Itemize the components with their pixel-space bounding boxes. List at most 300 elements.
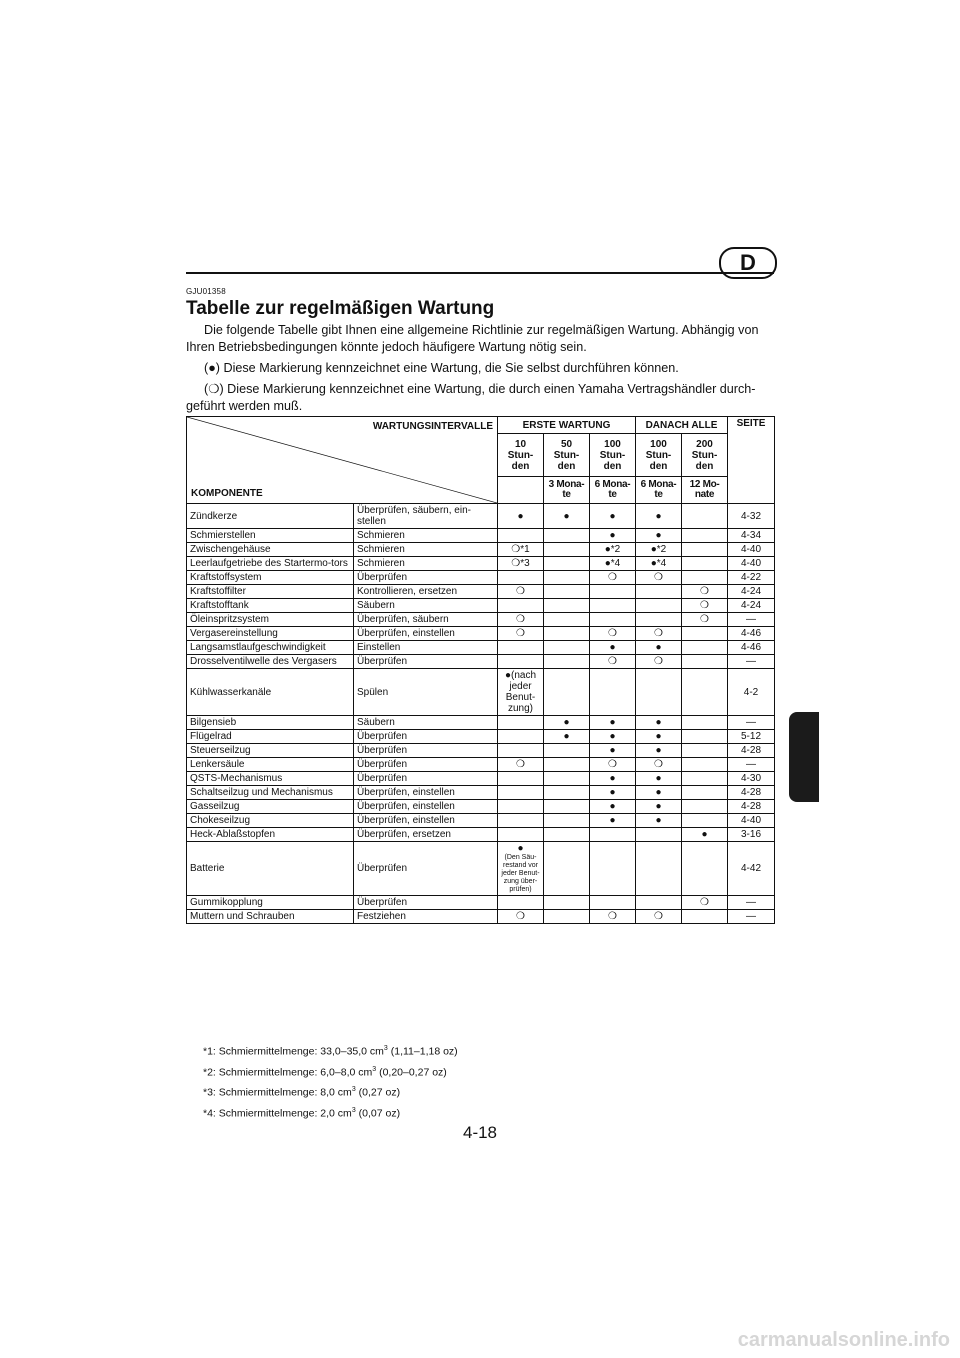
component-cell: Bilgensieb xyxy=(187,716,354,730)
interval-mark-cell xyxy=(590,557,636,571)
page-ref-cell: 4-22 xyxy=(728,571,775,585)
interval-mark-cell xyxy=(636,828,682,842)
table-row xyxy=(187,730,775,744)
component-cell: Schmierstellen xyxy=(187,529,354,543)
interval-mark-cell xyxy=(682,828,728,842)
component-cell: Drosselventilwelle des Vergasers xyxy=(187,655,354,669)
interval-mark-cell xyxy=(590,669,636,716)
interval-mark-cell xyxy=(544,758,590,772)
table-row xyxy=(187,828,775,842)
interval-mark-cell xyxy=(682,758,728,772)
interval-mark-cell xyxy=(498,669,544,716)
table-row xyxy=(187,716,775,730)
hours-header-cell: 10 Stun-den xyxy=(498,434,544,477)
interval-mark: ❍ xyxy=(700,614,709,625)
component-cell: Lenkersäule xyxy=(187,758,354,772)
page-ref-cell: 4-24 xyxy=(728,585,775,599)
interval-mark-cell xyxy=(498,800,544,814)
interval-mark: ❍ xyxy=(516,911,525,922)
interval-mark: ❍ xyxy=(700,897,709,908)
interval-mark: ●*4 xyxy=(650,558,667,569)
table-row xyxy=(187,772,775,786)
interval-mark-cell xyxy=(682,716,728,730)
footnote: *3: Schmiermittelmenge: 8,0 $cm^3$ (0,27 oz) xyxy=(203,1086,401,1099)
interval-mark: ●(nach jeder Benut-zung) xyxy=(504,670,537,714)
action-cell: Überprüfen xyxy=(354,730,498,744)
interval-mark-cell xyxy=(590,585,636,599)
interval-mark-cell xyxy=(682,571,728,585)
table-row xyxy=(187,896,775,910)
page-ref-cell: 4-28 xyxy=(728,744,775,758)
interval-mark-cell xyxy=(544,786,590,800)
action-cell: Schmieren xyxy=(354,557,498,571)
action-cell: Schmieren xyxy=(354,543,498,557)
interval-mark-cell xyxy=(544,585,590,599)
table-row xyxy=(187,599,775,613)
component-cell: Kraftstoffsystem xyxy=(187,571,354,585)
chapter-thumb-tab xyxy=(789,712,819,802)
page-ref-cell: 4-42 xyxy=(728,842,775,896)
action-cell: Überprüfen, einstellen xyxy=(354,800,498,814)
table-diagonal-header xyxy=(187,417,498,504)
interval-mark: ● xyxy=(655,642,662,653)
interval-mark: ● xyxy=(609,510,616,522)
interval-mark-cell xyxy=(544,772,590,786)
watermark: carmanualsonline.info xyxy=(737,1329,950,1351)
interval-mark-cell xyxy=(590,599,636,613)
action-cell: Überprüfen xyxy=(354,744,498,758)
interval-mark-cell xyxy=(590,627,636,641)
component-cell: QSTS-Mechanismus xyxy=(187,772,354,786)
table-row xyxy=(187,814,775,828)
action-cell: Spülen xyxy=(354,669,498,716)
interval-mark: ❍ xyxy=(516,614,525,625)
page-ref-cell: 4-40 xyxy=(728,814,775,828)
page-ref-cell: 4-46 xyxy=(728,627,775,641)
interval-mark-cell xyxy=(498,627,544,641)
component-cell: Schaltseilzug und Mechanismus xyxy=(187,786,354,800)
interval-mark: ● xyxy=(655,815,662,826)
table-row xyxy=(187,744,775,758)
page-ref-cell: 4-40 xyxy=(728,557,775,571)
interval-mark-cell xyxy=(498,730,544,744)
interval-mark-cell xyxy=(636,585,682,599)
interval-mark-cell xyxy=(498,896,544,910)
interval-mark: ● xyxy=(655,731,662,742)
interval-mark-cell xyxy=(590,571,636,585)
interval-mark-cell xyxy=(544,669,590,716)
action-cell: Überprüfen, säubern, ein-stellen xyxy=(354,504,498,529)
interval-mark-cell xyxy=(544,716,590,730)
interval-mark-cell xyxy=(544,557,590,571)
interval-mark: ❍ xyxy=(654,911,663,922)
interval-mark-cell xyxy=(544,571,590,585)
interval-mark: ❍ xyxy=(700,586,709,597)
component-cell: Leerlaufgetriebe des Startermo-tors xyxy=(187,557,354,571)
table-row xyxy=(187,786,775,800)
component-cell: Heck-Ablaßstopfen xyxy=(187,828,354,842)
interval-mark: ● xyxy=(609,745,616,756)
intro-paragraph: Die folgende Tabelle gibt Ihnen eine allgemeine Richtlinie zur regelmäßigen Wartung. Abhängig von Ihren Betriebsbedingungen könnte jedoch häufigere Wartung nötig sein. xyxy=(186,323,759,354)
action-cell: Überprüfen, ersetzen xyxy=(354,828,498,842)
page-ref-cell: 4-2 xyxy=(728,669,775,716)
interval-mark-cell xyxy=(590,896,636,910)
interval-mark: ● xyxy=(655,745,662,756)
interval-mark-cell xyxy=(682,842,728,896)
interval-mark: ❍ xyxy=(516,759,525,770)
interval-mark-cell xyxy=(636,744,682,758)
table-body xyxy=(187,504,775,924)
table-row xyxy=(187,543,775,557)
legend-dealer-service: (❍) Diese Markierung kennzeichnet eine Wartung, die durch einen Yamaha Vertragshändler durchgeführt werden muß. xyxy=(186,382,756,413)
interval-mark-cell xyxy=(498,571,544,585)
component-cell: Zündkerze xyxy=(187,504,354,529)
interval-mark: ● xyxy=(655,717,662,728)
footnote: *2: Schmiermittelmenge: 6,0–8,0 $cm^3$ (0,20–0,27 oz) xyxy=(203,1065,447,1078)
interval-mark-cell xyxy=(590,828,636,842)
interval-mark: ● xyxy=(609,717,616,728)
interval-mark-cell xyxy=(636,814,682,828)
months-header-cell: 12 Mo-nate xyxy=(682,477,728,504)
interval-mark: ● xyxy=(655,510,662,522)
interval-mark-cell xyxy=(590,529,636,543)
action-cell: Festziehen xyxy=(354,910,498,924)
interval-mark-cell xyxy=(544,627,590,641)
interval-mark: ● xyxy=(563,717,570,728)
interval-mark-cell xyxy=(590,504,636,529)
interval-mark-cell xyxy=(682,627,728,641)
interval-mark-cell xyxy=(682,504,728,529)
interval-mark-cell xyxy=(590,655,636,669)
interval-mark: ● xyxy=(609,815,616,826)
table-row xyxy=(187,842,775,896)
page-ref-cell: — xyxy=(728,896,775,910)
months-header-cell: 3 Mona-te xyxy=(544,477,590,504)
interval-mark-cell xyxy=(682,730,728,744)
interval-mark-cell xyxy=(636,758,682,772)
interval-mark-cell xyxy=(544,529,590,543)
component-cell: Gasseilzug xyxy=(187,800,354,814)
interval-mark: ● xyxy=(517,843,524,854)
interval-mark-cell xyxy=(590,786,636,800)
action-cell: Schmieren xyxy=(354,529,498,543)
interval-mark: ❍ xyxy=(654,572,663,583)
interval-mark: ● xyxy=(701,829,708,840)
hours-header-cell: 50 Stun-den xyxy=(544,434,590,477)
action-cell: Säubern xyxy=(354,716,498,730)
interval-mark-cell xyxy=(498,613,544,627)
component-cell: Kühlwasserkanäle xyxy=(187,669,354,716)
interval-mark-cell xyxy=(498,655,544,669)
component-cell: Zwischengehäuse xyxy=(187,543,354,557)
action-cell: Überprüfen xyxy=(354,655,498,669)
table-row xyxy=(187,655,775,669)
interval-mark-cell xyxy=(544,599,590,613)
interval-mark-cell xyxy=(544,613,590,627)
interval-mark: ❍ xyxy=(654,628,663,639)
interval-mark-cell xyxy=(590,910,636,924)
interval-mark-cell xyxy=(544,744,590,758)
component-cell: Gummikopplung xyxy=(187,896,354,910)
interval-mark-cell xyxy=(498,744,544,758)
interval-mark-cell xyxy=(682,814,728,828)
interval-mark: ❍ xyxy=(608,656,617,667)
action-cell: Überprüfen, einstellen xyxy=(354,786,498,800)
interval-mark-cell xyxy=(590,772,636,786)
intro-text xyxy=(186,322,774,419)
interval-mark: ● xyxy=(517,510,524,522)
interval-mark-cell xyxy=(636,627,682,641)
interval-mark-cell xyxy=(498,910,544,924)
interval-mark-cell xyxy=(682,599,728,613)
component-cell: Muttern und Schrauben xyxy=(187,910,354,924)
interval-mark-cell xyxy=(498,786,544,800)
interval-mark-cell xyxy=(590,730,636,744)
page-number: 4-18 xyxy=(462,1123,498,1142)
action-cell: Überprüfen xyxy=(354,772,498,786)
interval-mark-cell xyxy=(544,814,590,828)
table-row xyxy=(187,529,775,543)
months-header-cell xyxy=(498,477,544,504)
interval-mark-cell xyxy=(682,772,728,786)
first-service-header: ERSTE WARTUNG xyxy=(498,417,636,434)
interval-mark-cell xyxy=(544,730,590,744)
interval-mark: ● xyxy=(655,530,662,541)
interval-mark-cell xyxy=(682,744,728,758)
interval-mark-cell xyxy=(636,730,682,744)
interval-mark-cell xyxy=(682,585,728,599)
page-ref-cell: 5-12 xyxy=(728,730,775,744)
interval-mark: ● xyxy=(609,731,616,742)
interval-mark-cell xyxy=(636,557,682,571)
interval-mark-cell xyxy=(498,842,544,896)
interval-mark-cell xyxy=(682,896,728,910)
interval-mark-cell xyxy=(636,599,682,613)
hours-header-cell: 200 Stun-den xyxy=(682,434,728,477)
page-ref-cell: 4-28 xyxy=(728,800,775,814)
interval-mark-cell xyxy=(498,758,544,772)
action-cell: Überprüfen, einstellen xyxy=(354,627,498,641)
page-ref-cell: 4-40 xyxy=(728,543,775,557)
then-every-header: DANACH ALLE xyxy=(636,417,728,434)
table-row xyxy=(187,613,775,627)
component-cell: Öleinspritzsystem xyxy=(187,613,354,627)
components-label: KOMPONENTE xyxy=(191,488,263,499)
interval-mark-cell xyxy=(590,641,636,655)
interval-mark: ❍*3 xyxy=(511,558,530,569)
interval-mark-cell xyxy=(590,842,636,896)
battery-note: (Den Säu-restand vor jeder Benut-zung über-prüfen) xyxy=(501,854,540,893)
interval-mark: ●*2 xyxy=(604,544,621,555)
page-ref-cell: 4-30 xyxy=(728,772,775,786)
interval-mark-cell xyxy=(636,800,682,814)
interval-mark-cell xyxy=(636,655,682,669)
interval-mark-cell xyxy=(590,814,636,828)
interval-mark-cell xyxy=(636,571,682,585)
interval-mark-cell xyxy=(498,529,544,543)
interval-mark-cell xyxy=(682,543,728,557)
interval-mark-cell xyxy=(498,828,544,842)
interval-mark-cell xyxy=(636,896,682,910)
interval-mark-cell xyxy=(636,716,682,730)
intervals-label: WARTUNGSINTERVALLE xyxy=(372,421,493,432)
component-cell: Batterie xyxy=(187,842,354,896)
table-row xyxy=(187,627,775,641)
months-header-cell: 6 Mona-te xyxy=(636,477,682,504)
footnote: *1: Schmiermittelmenge: 33,0–35,0 $cm^3$ (1,11–1,18 oz) xyxy=(203,1045,458,1058)
interval-mark-cell xyxy=(590,716,636,730)
section-title: Tabelle zur regelmäßigen Wartung xyxy=(186,298,495,319)
interval-mark-cell xyxy=(544,504,590,529)
interval-mark-cell xyxy=(544,655,590,669)
interval-mark: ● xyxy=(609,642,616,653)
interval-mark-cell xyxy=(498,814,544,828)
interval-mark-cell xyxy=(498,504,544,529)
component-cell: Kraftstoffilter xyxy=(187,585,354,599)
action-cell: Überprüfen, einstellen xyxy=(354,814,498,828)
interval-mark-cell xyxy=(636,842,682,896)
table-row xyxy=(187,557,775,571)
hours-header-cell: 100 Stun-den xyxy=(636,434,682,477)
table-row xyxy=(187,758,775,772)
interval-mark: ❍ xyxy=(608,572,617,583)
interval-mark-cell xyxy=(498,599,544,613)
page-ref-cell: — xyxy=(728,655,775,669)
interval-mark: ❍*1 xyxy=(511,544,530,555)
page-ref-cell: 4-46 xyxy=(728,641,775,655)
action-cell: Überprüfen xyxy=(354,571,498,585)
interval-mark: ● xyxy=(655,773,662,784)
table-row xyxy=(187,800,775,814)
action-cell: Überprüfen, säubern xyxy=(354,613,498,627)
interval-mark: ● xyxy=(655,801,662,812)
component-cell: Steuerseilzug xyxy=(187,744,354,758)
table-row xyxy=(187,910,775,924)
component-cell: Vergasereinstellung xyxy=(187,627,354,641)
interval-mark: ● xyxy=(609,773,616,784)
page-ref-cell: 4-24 xyxy=(728,599,775,613)
interval-mark-cell xyxy=(544,543,590,557)
page-ref-cell: — xyxy=(728,758,775,772)
interval-mark-cell xyxy=(682,529,728,543)
page-ref-cell: 4-32 xyxy=(728,504,775,529)
page-ref-cell: 4-34 xyxy=(728,529,775,543)
interval-mark-cell xyxy=(544,842,590,896)
interval-mark-cell xyxy=(682,613,728,627)
action-cell: Kontrollieren, ersetzen xyxy=(354,585,498,599)
interval-mark-cell xyxy=(636,786,682,800)
interval-mark-cell xyxy=(682,786,728,800)
component-cell: Chokeseilzug xyxy=(187,814,354,828)
interval-mark: ❍ xyxy=(608,759,617,770)
table-row xyxy=(187,571,775,585)
footnote: *4: Schmiermittelmenge: 2,0 $cm^3$ (0,07 oz) xyxy=(203,1106,401,1119)
action-cell: Überprüfen xyxy=(354,896,498,910)
component-cell: Langsamstlaufgeschwindigkeit xyxy=(187,641,354,655)
interval-mark-cell xyxy=(498,716,544,730)
interval-mark-cell xyxy=(544,828,590,842)
interval-mark-cell xyxy=(544,910,590,924)
interval-mark-cell xyxy=(498,772,544,786)
interval-mark-cell xyxy=(682,800,728,814)
interval-mark: ●*2 xyxy=(650,544,667,555)
table-row xyxy=(187,641,775,655)
interval-mark-cell xyxy=(636,613,682,627)
table-row xyxy=(187,585,775,599)
footnotes xyxy=(203,1040,458,1122)
interval-mark-cell xyxy=(498,585,544,599)
interval-mark: ❍ xyxy=(516,628,525,639)
interval-mark-cell xyxy=(544,896,590,910)
interval-mark-cell xyxy=(590,758,636,772)
document-code: GJU01358 xyxy=(186,287,226,296)
interval-mark: ❍ xyxy=(654,759,663,770)
header-rule xyxy=(186,272,774,274)
interval-mark-cell xyxy=(636,910,682,924)
page-ref-cell: 3-16 xyxy=(728,828,775,842)
interval-mark-cell xyxy=(682,641,728,655)
interval-mark-cell xyxy=(682,910,728,924)
interval-mark-cell xyxy=(498,557,544,571)
interval-mark-cell xyxy=(590,800,636,814)
action-cell: Einstellen xyxy=(354,641,498,655)
page-ref-cell: — xyxy=(728,910,775,924)
interval-mark: ● xyxy=(609,530,616,541)
interval-mark-cell xyxy=(682,557,728,571)
interval-mark-cell xyxy=(544,800,590,814)
interval-mark-cell xyxy=(682,669,728,716)
interval-mark: ❍ xyxy=(700,600,709,611)
component-cell: Kraftstofftank xyxy=(187,599,354,613)
page-ref-cell: — xyxy=(728,613,775,627)
months-header-cell: 6 Mona-te xyxy=(590,477,636,504)
action-cell: Überprüfen xyxy=(354,758,498,772)
language-badge: D xyxy=(719,247,777,279)
interval-mark-cell xyxy=(636,543,682,557)
interval-mark: ❍ xyxy=(608,911,617,922)
interval-mark-cell xyxy=(590,543,636,557)
interval-mark-cell xyxy=(544,641,590,655)
interval-mark: ● xyxy=(609,787,616,798)
action-cell: Überprüfen xyxy=(354,842,498,896)
interval-mark-cell xyxy=(636,504,682,529)
interval-mark-cell xyxy=(682,655,728,669)
legend-self-service: (●) Diese Markierung kennzeichnet eine Wartung, die Sie selbst durchführen können. xyxy=(204,361,679,375)
interval-mark-cell xyxy=(498,641,544,655)
interval-mark: ● xyxy=(609,801,616,812)
interval-mark-cell xyxy=(590,613,636,627)
interval-mark: ❍ xyxy=(608,628,617,639)
interval-mark: ● xyxy=(563,510,570,522)
action-cell: Säubern xyxy=(354,599,498,613)
interval-mark-cell xyxy=(590,744,636,758)
interval-mark: ❍ xyxy=(654,656,663,667)
interval-mark: ● xyxy=(655,787,662,798)
interval-mark: ●*4 xyxy=(604,558,621,569)
interval-mark: ● xyxy=(563,731,570,742)
hours-header-cell: 100 Stun-den xyxy=(590,434,636,477)
page-ref-cell: 4-28 xyxy=(728,786,775,800)
table-row xyxy=(187,504,775,529)
interval-mark-cell xyxy=(636,772,682,786)
component-cell: Flügelrad xyxy=(187,730,354,744)
interval-mark-cell xyxy=(636,529,682,543)
maintenance-table xyxy=(186,416,775,924)
page-column-header: SEITE xyxy=(728,417,775,504)
interval-mark-cell xyxy=(636,669,682,716)
page-ref-cell: — xyxy=(728,716,775,730)
interval-mark-cell xyxy=(498,543,544,557)
